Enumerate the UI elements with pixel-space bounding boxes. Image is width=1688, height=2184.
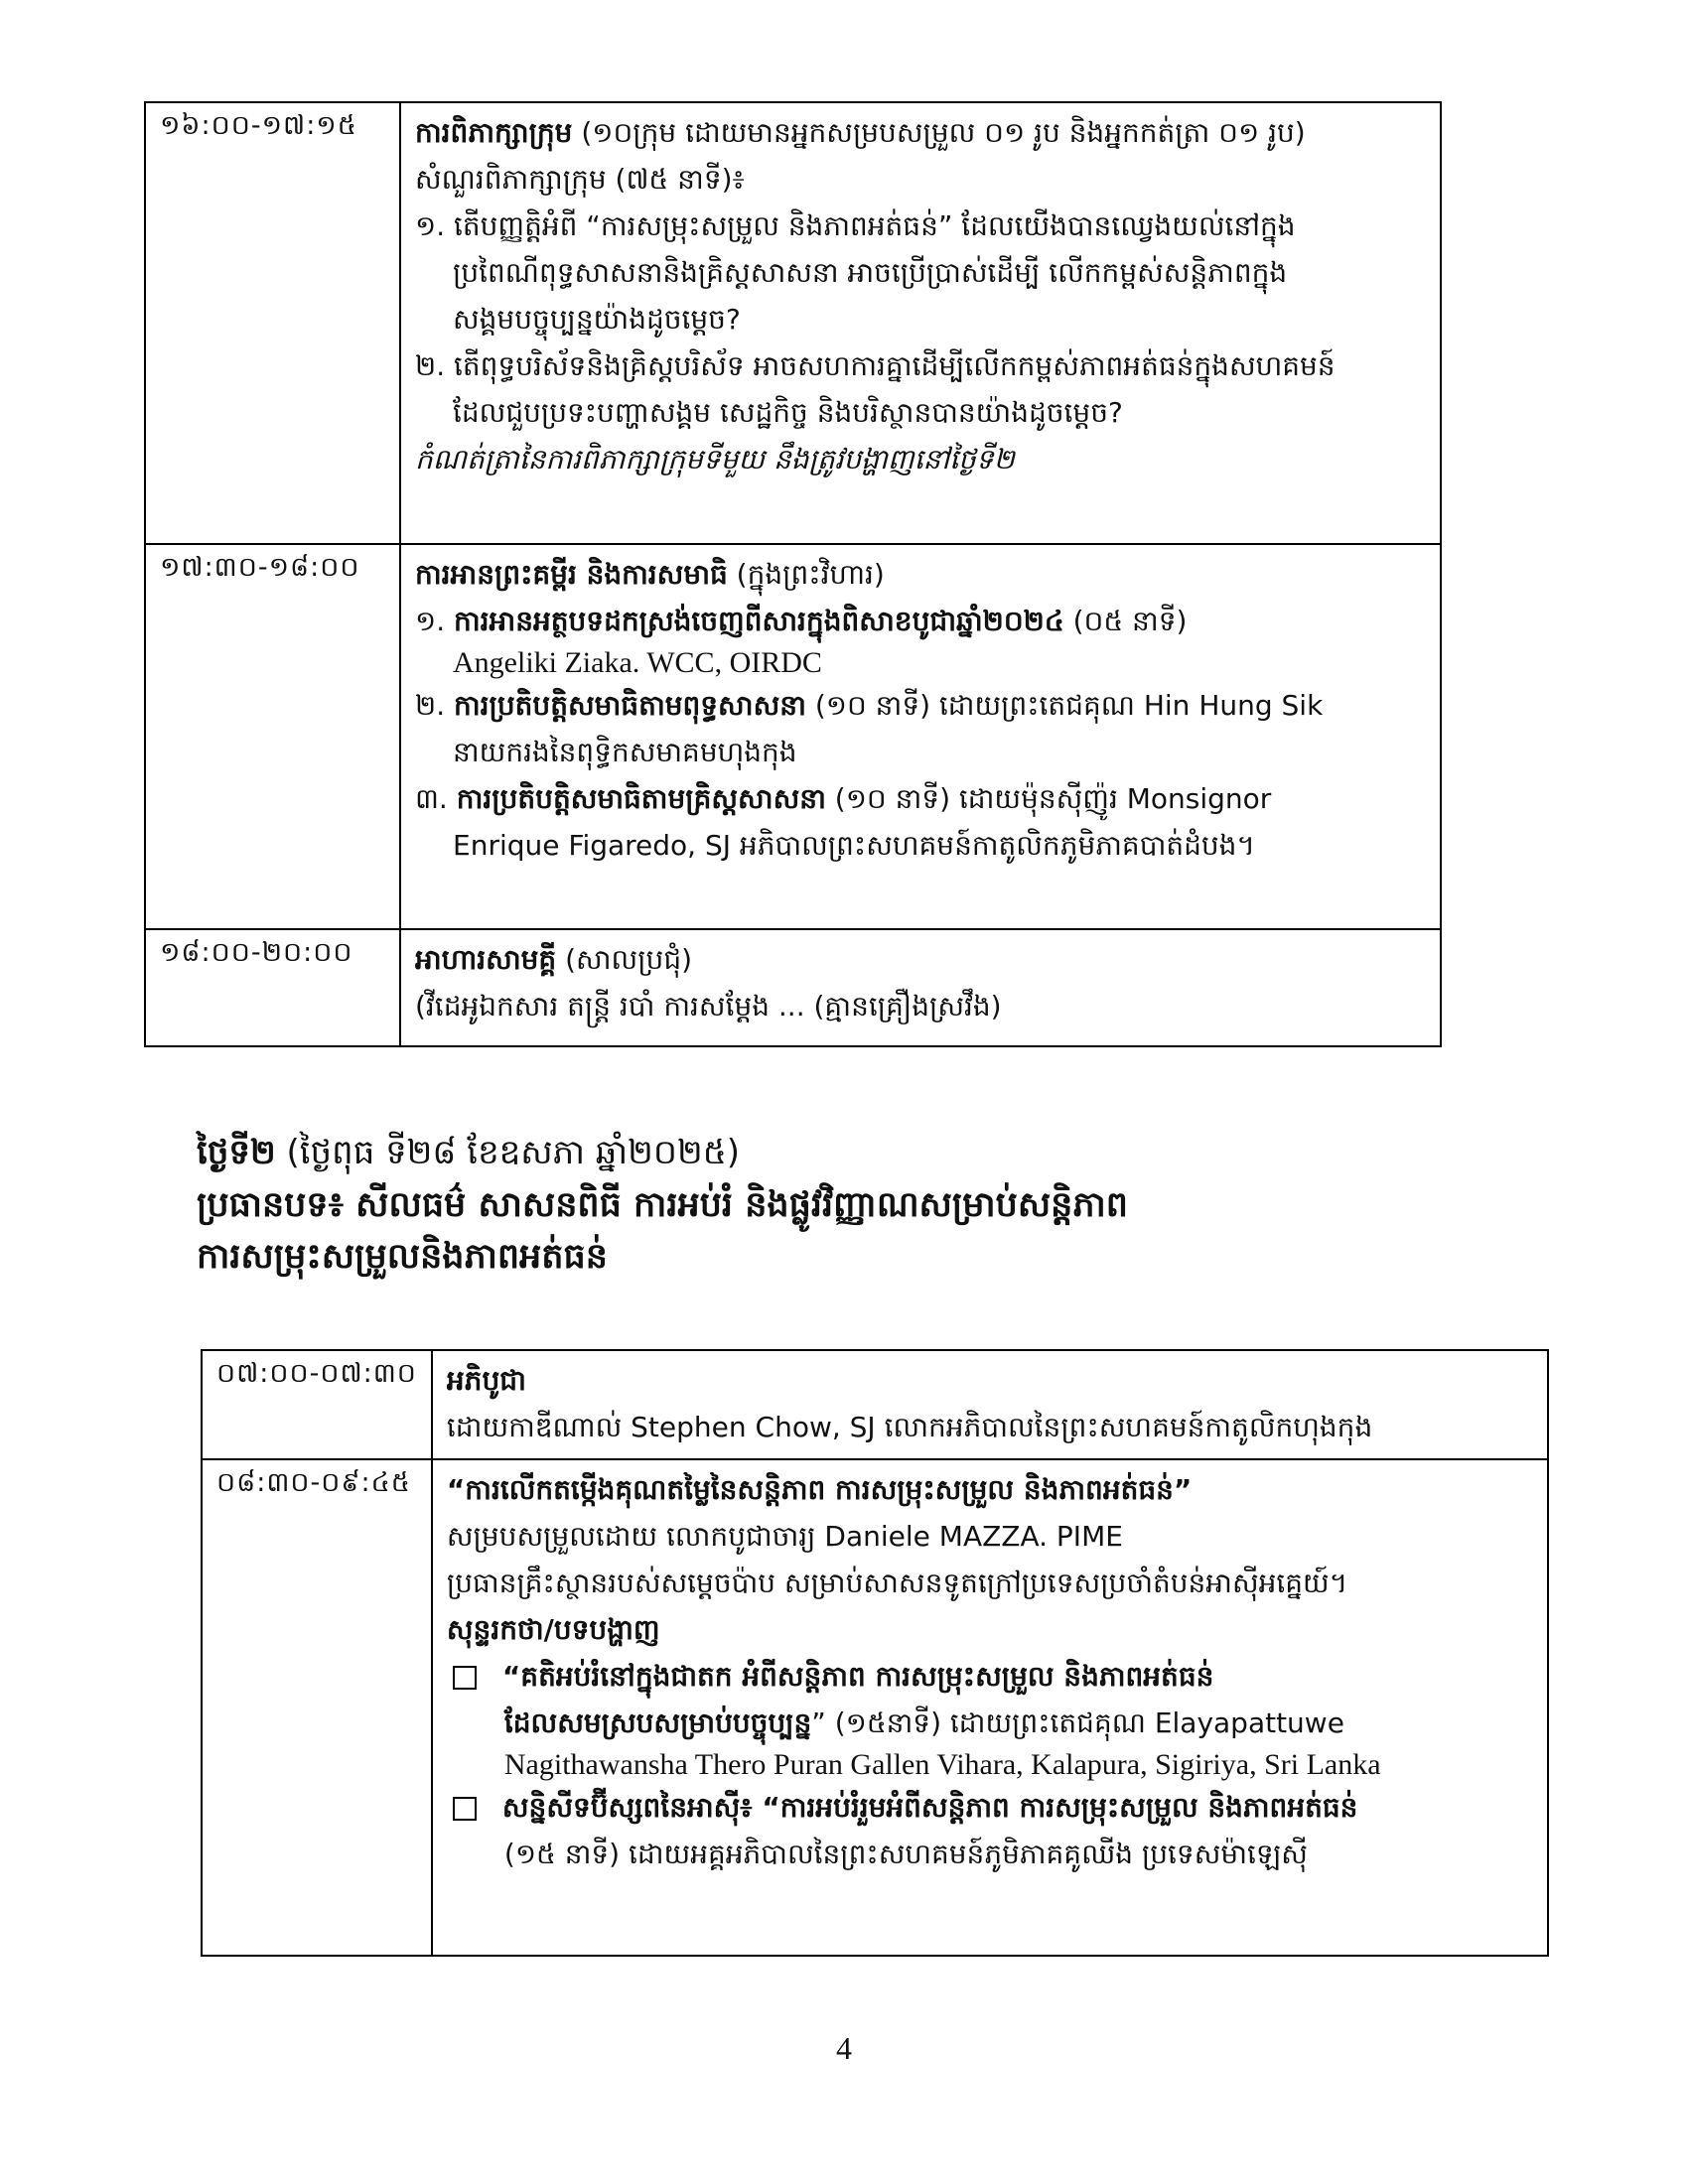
session-title: អភិបូជា: [446, 1364, 526, 1397]
question-1: ១. តើបញ្ញត្តិអំពី “ការសម្រុះសម្រួល និងភាពអត់ធន់” ដែលយើងបានឈ្វេងយល់នៅក្នុង ប្រពៃណីពុទ្ធសាសនានិងគ្រិស្តសាសនា អាចប្រើប្រាស់ដើម្បី លើកកម្ពស់សន្តិភាពក្នុង សង្គមបច្ចុប្បន្នយ៉ាងដូចម្តេច?: [415, 209, 1296, 336]
section-subheading: សុន្ទរកថា/បទបង្ហាញ: [446, 1613, 660, 1646]
list-item-detail: Enrique Figaredo, SJ អភិបាលព្រះសហគមន៍កាតូលិកភូមិភាគបាត់ដំបង។: [453, 829, 1255, 862]
time-cell: ១៨:០០-២០:០០: [145, 929, 400, 1046]
table-row: [145, 929, 1441, 1046]
session-title: “ការលើកតម្កើងគុណតម្លៃនៃសន្តិភាព ការសម្រុះសម្រួល និងភាពអត់ធន់”: [446, 1473, 1193, 1506]
time-cell: ១៦:០០-១៧:១៥: [145, 102, 400, 544]
session-title: ការពិភាក្សាក្រុម (១០ក្រុម ដោយមានអ្នកសម្របសម្រួល ០១ រូប និងអ្នកកត់ត្រា ០១ រូប): [415, 116, 1306, 149]
theme-heading: ប្រធានបទ៖ សីលធម៌ សាសនពិធី ការអប់រំ និងផ្លូវវិញ្ញាណសម្រាប់សន្តិភាព ការសម្រុះសម្រួលនិងភាពអត់ធន់: [197, 1185, 1128, 1277]
table-row: [145, 102, 1441, 544]
moderator: សម្របសម្រួលដោយ លោកបូជាចារ្យ Daniele MAZZA. PIME: [446, 1520, 1123, 1553]
session-cell: [432, 1350, 1548, 1459]
table-row: [145, 544, 1441, 929]
schedule-table-day1: [144, 101, 1442, 1047]
list-item: ២. ការប្រតិបត្តិសមាធិតាមពុទ្ធសាសនា (១០ នាទី) ដោយព្រះតេជគុណ Hin Hung Sik: [415, 689, 1324, 722]
list-item-author: Angeliki Ziaka. WCC, OIRDC: [453, 646, 822, 679]
list-item: ១. ការអានអត្ថបទដកស្រង់ចេញពីសារក្នុងពិសាខបូជាឆ្នាំ២០២៤ (០៥ នាទី): [415, 605, 1188, 637]
schedule-table-day2: [201, 1349, 1549, 1957]
session-title: ការអានព្រះគម្ពីរ និងការសមាធិ (ក្នុងព្រះវិហារ): [415, 558, 885, 591]
moderator-role: ប្រធានគ្រឹះស្ថានរបស់សម្តេចប៉ាប សម្រាប់សាសនទូតក្រៅប្រទេសប្រចាំតំបន់អាស៊ីអគ្នេយ៍។: [446, 1567, 1348, 1599]
time-cell: ១៧:៣០-១៨:០០: [145, 544, 400, 929]
table-row: [202, 1350, 1548, 1459]
checkbox-icon: [453, 1666, 477, 1690]
question-2: ២. តើពុទ្ធបរិស័ទនិងគ្រិស្តបរិស័ទ អាចសហការគ្នាដើម្បីលើកកម្ពស់ភាពអត់ធន់ក្នុងសហគមន៍ ដែលជួបប្រទះបញ្ហាសង្គម សេដ្ឋកិច្ច និងបរិស្ថានបានយ៉ាងដូចម្តេច?: [415, 349, 1336, 429]
time-cell: ០៨:៣០-០៩:៤៥: [202, 1459, 432, 1956]
session-cell: [400, 929, 1441, 1046]
session-note: កំណត់ត្រានៃការពិភាក្សាក្រុមទីមួយ នឹងត្រូវបង្ហាញនៅថ្ងៃទី២: [415, 443, 1015, 476]
session-cell: [400, 544, 1441, 929]
session-cell: [400, 102, 1441, 544]
day-heading: ថ្ងៃទី២ (ថ្ងៃពុធ ទី២៨ ខែឧសភា ឆ្នាំ២០២៥): [197, 1133, 741, 1172]
session-title: អាហារសាមគ្គី (សាលប្រជុំ): [415, 943, 693, 976]
list-item-detail: នាយករងនៃពុទ្ធិកសមាគមហុងកុង: [453, 736, 797, 768]
session-subtitle: សំណួរពិភាក្សាក្រុម (៧៥ នាទី)៖: [415, 163, 745, 196]
session-subtitle: ដោយកាឌីណាល់ Stephen Chow, SJ លោកអភិបាលនៃព្រះសហគមន៍កាតូលិកហុងកុង: [446, 1411, 1373, 1443]
checkbox-icon: [453, 1797, 477, 1821]
table-row: [202, 1459, 1548, 1956]
list-item: ៣. ការប្រតិបត្តិសមាធិតាមគ្រិស្តសាសនា (១០ នាទី) ដោយម៉ុនស៊ីញ៉ូរ Monsignor: [415, 782, 1272, 815]
bullet-item: សន្និសីទប៊ីស្សពនៃអាស៊ី៖ “ការអប់រំរួមអំពីសន្តិភាព ការសម្រុះសម្រួល និងភាពអត់ធន់ (១៥ នាទី) ដោយអគ្គអភិបាលនៃព្រះសហគមន៍ភូមិភាគគូឈីង ប្រទេសម៉ាឡេស៊ី: [447, 1784, 1533, 1877]
time-cell: ០៧:០០-០៧:៣០: [202, 1350, 432, 1459]
page-number: 4: [836, 2030, 852, 2066]
session-cell: [432, 1459, 1548, 1956]
bullet-item: “គតិអប់រំនៅក្នុងជាតក អំពីសន្តិភាព ការសម្រុះសម្រួល និងភាពអត់ធន់ ដែលសមស្របសម្រាប់បច្ចុប្បន្ន” (១៥នាទី) ដោយព្រះតេជគុណ Elayapattuwe Nagithawansha Thero Puran Gallen Vihara, Kalapura, Sigiriya, Sri Lanka: [447, 1653, 1533, 1784]
session-subtitle: (វីដេអូឯកសារ តន្ត្រី របាំ ការសម្តែង ... (គ្មានគ្រឿងស្រវឹង): [415, 990, 1002, 1023]
